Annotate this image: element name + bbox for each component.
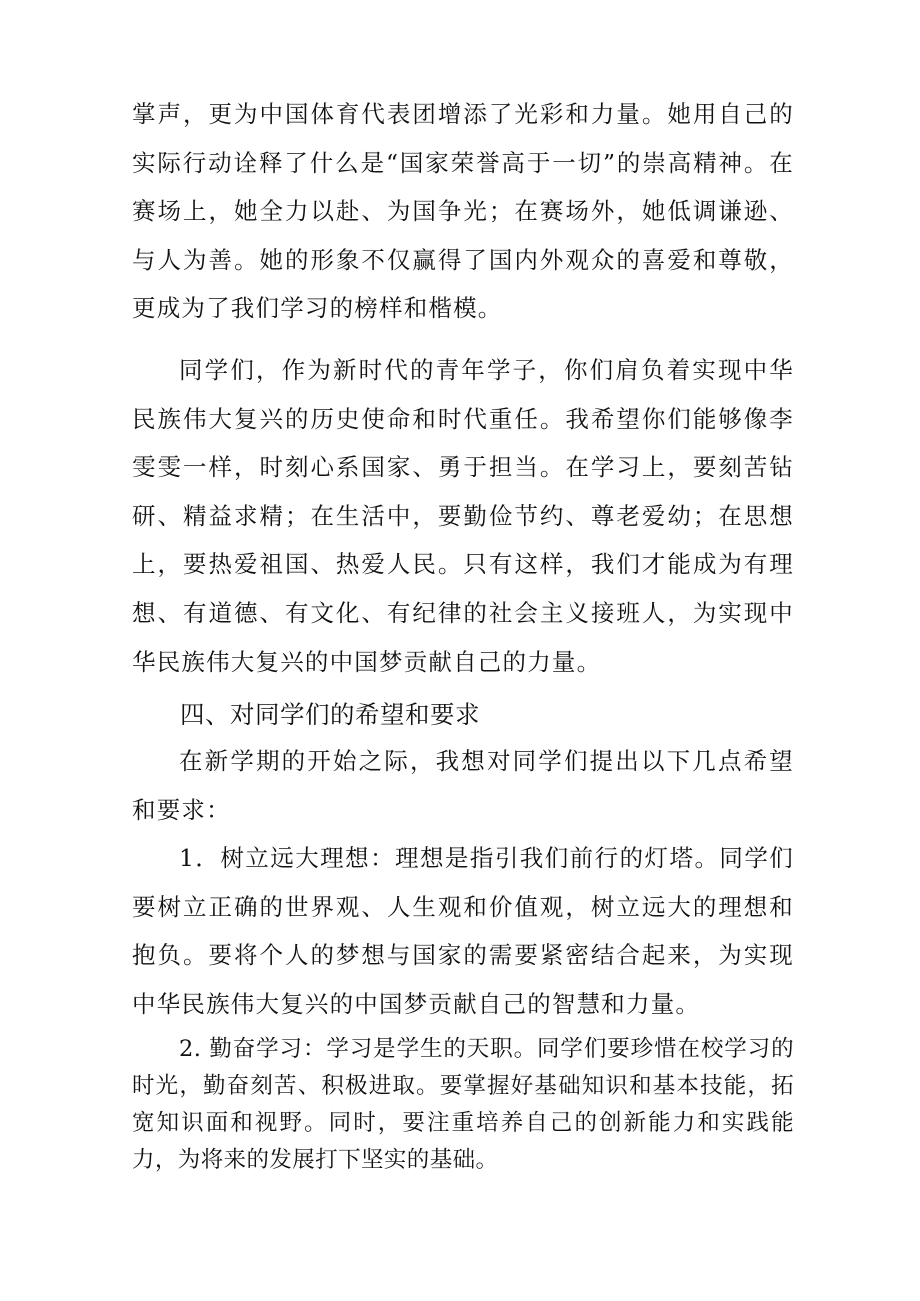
paragraph-new-semester-intro: 在新学期的开始之际，我想对同学们提出以下几点希望和要求： bbox=[132, 747, 794, 824]
paragraph-students-mission: 同学们，作为新时代的青年学子，你们肩负着实现中华民族伟大复兴的历史使命和时代重任。我希望你们能够像李雯雯一样，时刻心系国家、勇于担当。在学习上，要刻苦钻研、精益求精；在生活中，要勤俭节约、尊老爱幼；在思想上，要热爱祖国、热爱人民。只有这样，我们才能成为有理想、有道德、有文化、有纪律的社会主义接班人，为实现中华民族伟大复兴的中国梦贡献自己的力量。 bbox=[132, 356, 794, 676]
section-heading-hopes-requirements: 四、对同学们的希望和要求 bbox=[180, 700, 480, 729]
paragraph-item-2-study: 2. 勤奋学习：学习是学生的天职。同学们要珍惜在校学习的时光，勤奋刻苦、积极进取。要掌握好基础知识和基本技能，拓宽知识面和视野。同时，要注重培养自己的创新能力和实践能力，为将来的发展打下坚实的基础。 bbox=[132, 1036, 794, 1173]
paragraph-item-1-ideals: 1．树立远大理想：理想是指引我们前行的灯塔。同学们要树立正确的世界观、人生观和价值观，树立远大的理想和抱负。要将个人的梦想与国家的需要紧密结合起来，为实现中华民族伟大复兴的中国梦贡献自己的智慧和力量。 bbox=[132, 844, 794, 1018]
paragraph-li-wenwen-conclusion: 掌声，更为中国体育代表团增添了光彩和力量。她用自己的实际行动诠释了什么是“国家荣誉高于一切”的崇高精神。在赛场上，她全力以赴、为国争光；在赛场外，她低调谦逊、与人为善。她的形象不仅赢得了国内外观众的喜爱和尊敬，更成为了我们学习的榜样和楷模。 bbox=[132, 100, 794, 323]
